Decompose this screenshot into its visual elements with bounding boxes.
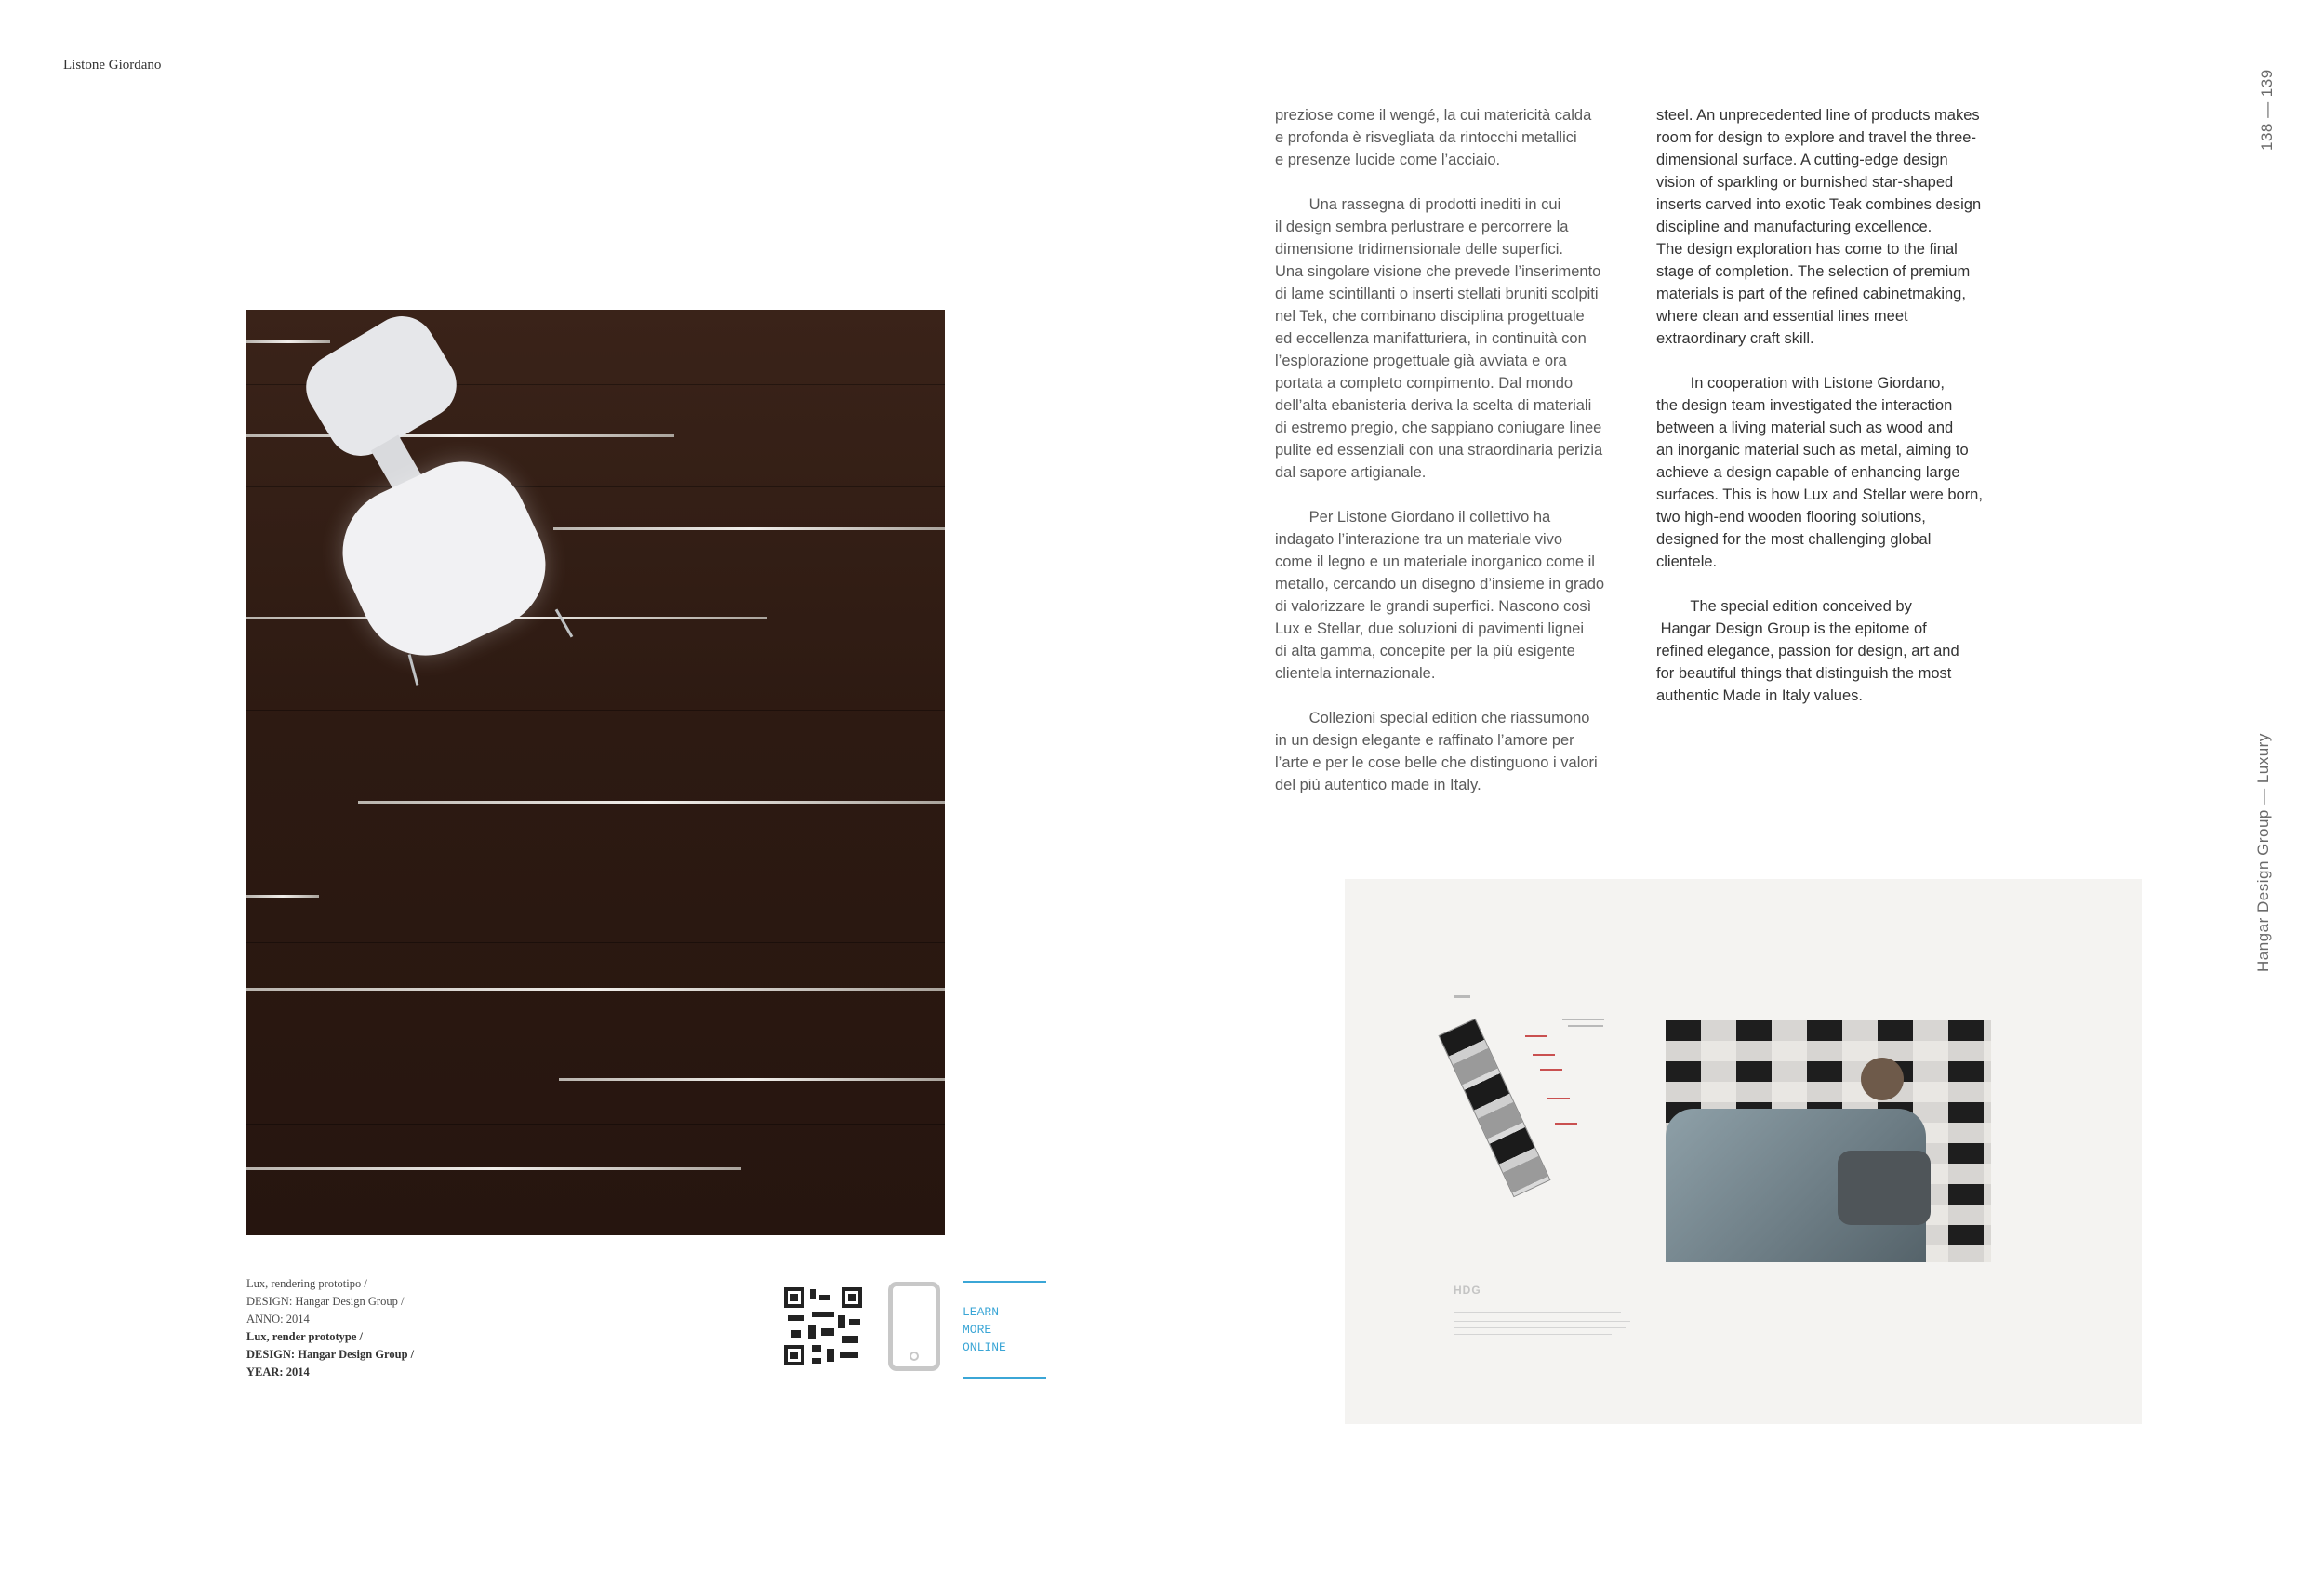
english-text-column: [1656, 104, 2047, 729]
tablet-icon: [888, 1282, 940, 1371]
page-numbers: 138 — 139: [2258, 69, 2276, 151]
photo-caption: Lux, rendering prototipo / DESIGN: Hangar Design Group / ANNO: 2014 Lux, render prototype / DESIGN: Hangar Design Group / YEAR: 2014: [246, 1277, 415, 1379]
english-paragraph: steel. An unprecedented line of products makes room for design to explore and travel the three- dimensional surface. A cutting-edge design vision of sparkling or burnished star-shaped inserts carved into exotic Teak combines design discipline and manufacturing excellence. The design exploration has come to the final stage of completion. The selection of premium materials is part of the refined cabinetmaking, where clean and essential lines meet extraordinary craft skill.: [1656, 107, 1982, 347]
chair-seat: [322, 440, 567, 676]
english-paragraph: The special edition conceived by Hangar Design Group is the epitome of refined elegance, passion for design, art and for beautiful things that distinguish the most authentic Made in Italy values.: [1656, 598, 1959, 704]
italian-paragraph: Collezioni special edition che riassumono in un design elegante e raffinato l’amore per l’arte e per le cose belle che distinguono i valori del più autentico made in Italy.: [1275, 710, 1598, 793]
italian-text-column: [1275, 104, 1642, 819]
italian-paragraph: Per Listone Giordano il collettivo ha indagato l’interazione tra un materiale vivo come il legno e un materiale inorganico come il metallo, cercando un disegno d’insieme in grado di valorizzare le grandi superfici. Nascono così Lux e Stellar, due soluzioni di pavimenti lignei di alta gamma, concepite per la più esigente clientela internazionale.: [1275, 509, 1605, 682]
hdg-logo: HDG: [1454, 1284, 1481, 1297]
italian-paragraph: preziose come il wengé, la cui matericità calda e profonda è risvegliata da rintocchi metallici e presenze lucide come l’acciaio.: [1275, 107, 1592, 168]
section-title: Hangar Design Group — Luxury: [2254, 733, 2272, 972]
brand-name: Listone Giordano: [63, 58, 162, 73]
floor-photo: [246, 310, 945, 1235]
room-render: [1666, 1020, 1991, 1262]
english-paragraph: In cooperation with Listone Giordano, the design team investigated the interaction between a living material such as wood and an inorganic material such as metal, aiming to achieve a design capable of enhancing large surfaces. This is how Lux and Stellar were born, two high-end wooden flooring solutions, designed for the most challenging global clientele.: [1656, 375, 1983, 570]
qr-code-icon[interactable]: [784, 1287, 862, 1365]
learn-more-online-link[interactable]: LEARN MORE ONLINE: [963, 1281, 1046, 1379]
italian-paragraph: Una rassegna di prodotti inediti in cui il design sembra perlustrare e percorrere la dimensione tridimensionale delle superfici. Una singolare visione che prevede l’inserimento di lame scintillanti o inserti stellati bruniti scolpiti nel Tek, che combinano disciplina progettuale ed eccellenza manifatturiera, in continuità con l’esplorazione progettuale già avviata e ora portata a completo compimento. Dal mondo dell’alta ebanisteria deriva la scelta di materiali di estremo pregio, che sappiano coniugare linee pulite ed essenziali con una straordinaria perizia dal sapore artigianale.: [1275, 196, 1603, 481]
